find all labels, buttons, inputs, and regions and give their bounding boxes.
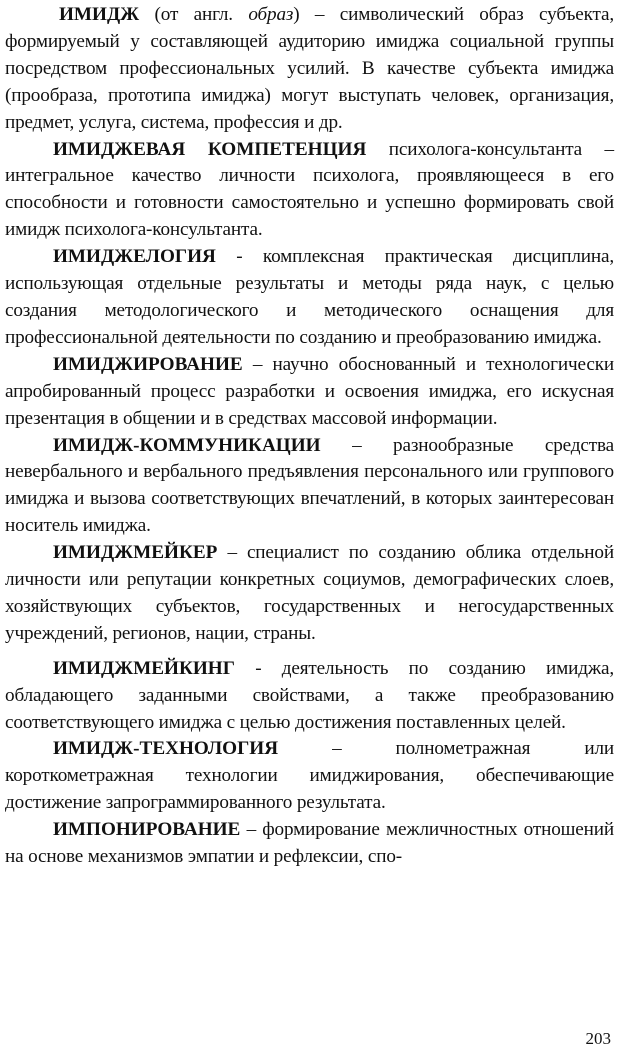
page-number: 203 [585, 1029, 611, 1048]
entry-text-italic: образ [248, 4, 294, 25]
entry-imidzh-tekhnologiya [5, 736, 614, 817]
entry-term: ИМИДЖМЕЙКИНГ [53, 657, 235, 679]
entry-text: – полнометражная или короткометражная технологии имиджирования, обеспечивающие достижение запрограммированного результата. [5, 738, 614, 814]
entry-term: ИМИДЖМЕЙКЕР [53, 542, 218, 564]
entry-imidzhevaya-kompetentsiya [5, 137, 614, 245]
entry-imidzh-kommunikatsii [5, 433, 614, 541]
entry-text: – научно обоснованный и технологически апробированный процесс разработки и освоения имиджа, его искусная презентация в общении и в средствах массовой информации. [5, 353, 614, 429]
entry-text: - деятельность по созданию имиджа, обладающего заданными свойствами, а также преобразованию соответствующего имиджа с целью достижения поставленных целей. [5, 657, 614, 733]
entry-imidzhmeiker [5, 540, 614, 648]
entry-term: ИМИДЖЕЛОГИЯ [53, 246, 216, 268]
entry-term: ИМПОНИРОВАНИЕ [53, 819, 241, 841]
entry-imidzhelogiya [5, 244, 614, 352]
paragraph-gap [5, 648, 614, 656]
entry-imidzh [5, 2, 614, 137]
entry-imponirovanie [5, 817, 614, 871]
entry-term: ИМИДЖ-КОММУНИКАЦИИ [53, 434, 321, 456]
entry-imidzhmeiking [5, 656, 614, 737]
entry-term: ИМИДЖЕВАЯ КОМПЕТЕНЦИЯ [53, 138, 367, 160]
entry-text: психолога-консультанта – интегральное качество личности психолога, проявляющееся в его способности и готовности самостоятельно и успешно формировать свой имидж психолога-консультанта. [5, 138, 614, 241]
entry-term: ИМИДЖ [59, 4, 140, 25]
entry-text: - комплексная практическая дисциплина, использующая отдельные результаты и методы ряда наук, с целью создания методологического и методического оснащения для профессиональной деятельности по созданию и преобразованию имиджа. [5, 246, 614, 348]
entry-text-pre: (от англ. [139, 4, 249, 25]
entry-text: – формирование межличностных отношений на основе механизмов эмпатии и рефлексии, спо- [5, 819, 614, 868]
entry-imidzhirovanie [5, 352, 614, 433]
entry-term: ИМИДЖИРОВАНИЕ [53, 353, 243, 375]
entry-term: ИМИДЖ-ТЕХНОЛОГИЯ [53, 738, 279, 760]
entry-text: – разнообразные средства невербального и вербального предъявления персонального или группового имиджа и вызова соответствующих впечатлений, в которых заинтересован носитель имиджа. [5, 434, 614, 537]
entry-text: – специалист по созданию облика отдельной личности или репутации конкретных социумов, демографических слоев, хозяйствующих субъектов, государственных и негосударственных учреждений, регионов, нации, страны. [5, 542, 614, 644]
entry-text-post: ) – символический образ субъекта, формируемый у составляющей аудиторию имиджа социальной группы посредством профессиональных усилий. В качестве субъекта имиджа (прообраза, прототипа имиджа) могут выступать человек, организация, предмет, услуга, система, профессия и др. [5, 4, 614, 133]
